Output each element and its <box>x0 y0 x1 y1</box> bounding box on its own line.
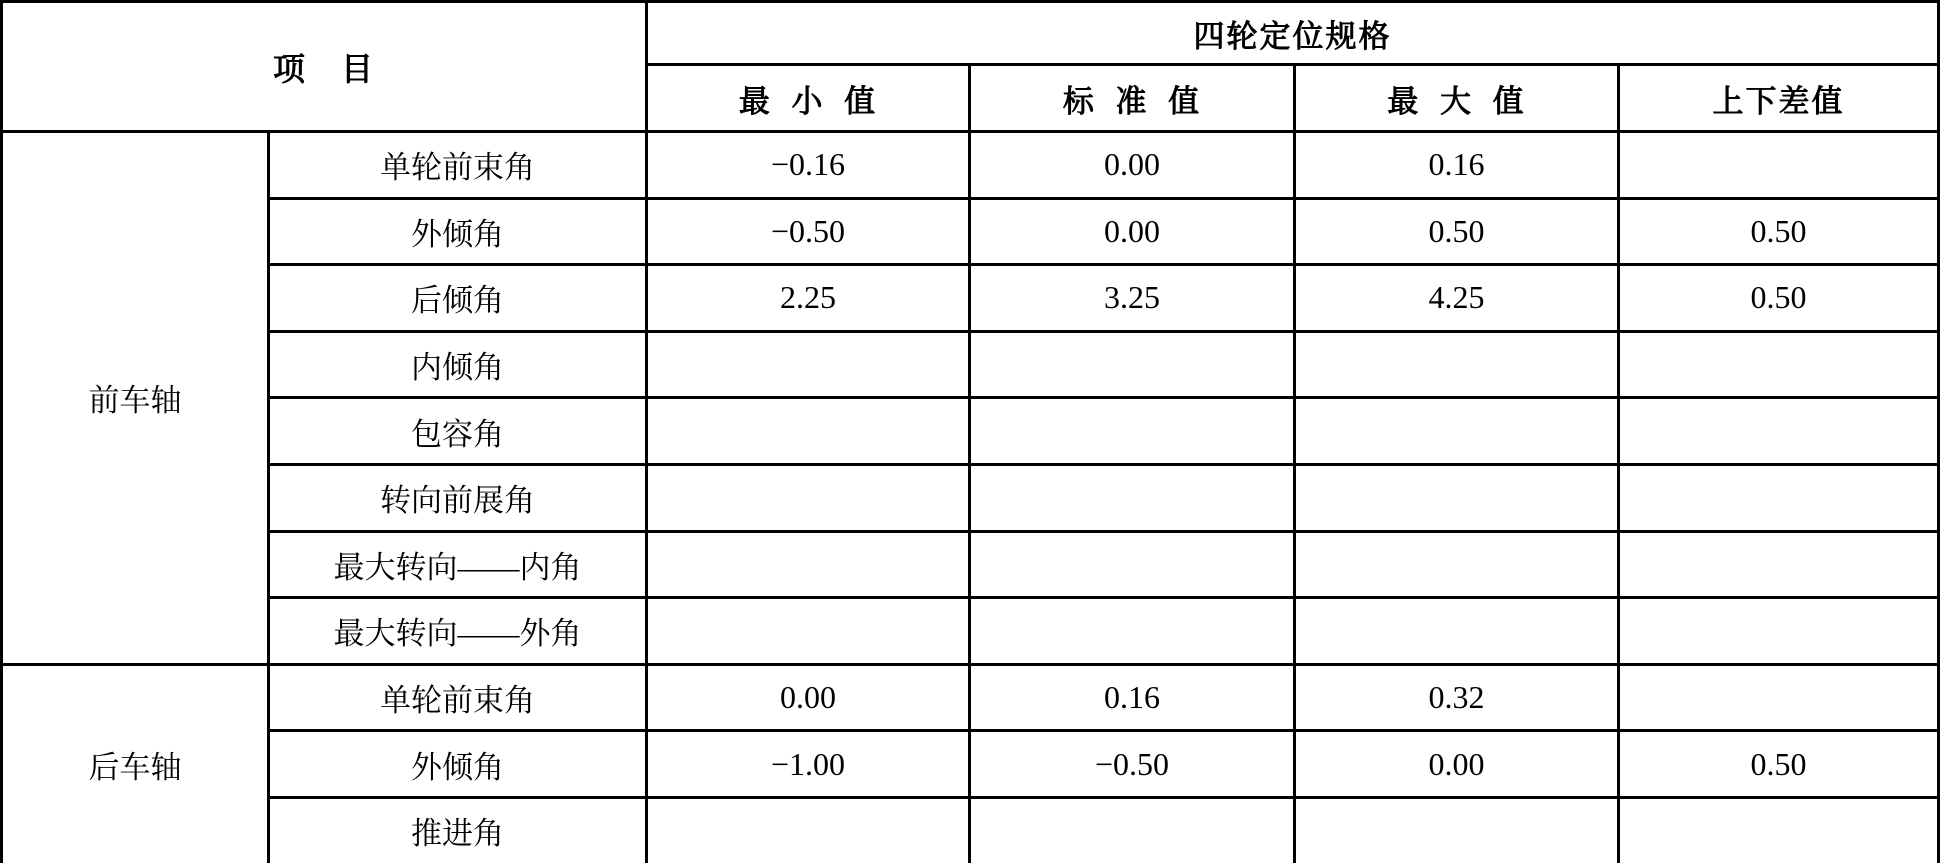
table-row <box>2 265 1939 332</box>
cell-diff <box>1619 132 1939 199</box>
cell-min <box>647 598 970 665</box>
cell-diff: 0.50 <box>1619 731 1939 798</box>
table-row <box>2 198 1939 265</box>
cell-min <box>647 797 970 863</box>
cell-max <box>1295 598 1619 665</box>
cell-min <box>647 531 970 598</box>
cell-std: −0.50 <box>970 731 1295 798</box>
cell-max: 0.16 <box>1295 132 1619 199</box>
cell-diff <box>1619 464 1939 531</box>
cell-diff <box>1619 598 1939 665</box>
header-row-top <box>2 2 1939 65</box>
cell-std <box>970 598 1295 665</box>
row-label: 最大转向——外角 <box>269 598 647 665</box>
row-label: 推进角 <box>269 797 647 863</box>
row-label: 单轮前束角 <box>269 132 647 199</box>
spec-group-header: 四轮定位规格 <box>647 2 1939 65</box>
table-row <box>2 398 1939 465</box>
table-row <box>2 797 1939 863</box>
cell-min: 0.00 <box>647 664 970 731</box>
cell-diff <box>1619 531 1939 598</box>
row-label: 单轮前束角 <box>269 664 647 731</box>
table-row <box>2 664 1939 731</box>
cell-diff <box>1619 398 1939 465</box>
cell-max: 4.25 <box>1295 265 1619 332</box>
cell-min <box>647 398 970 465</box>
cell-max: 0.32 <box>1295 664 1619 731</box>
cell-std <box>970 531 1295 598</box>
table-row <box>2 132 1939 199</box>
row-label: 后倾角 <box>269 265 647 332</box>
table-row <box>2 464 1939 531</box>
cell-max <box>1295 398 1619 465</box>
cell-min: 2.25 <box>647 265 970 332</box>
row-label: 包容角 <box>269 398 647 465</box>
row-label: 内倾角 <box>269 331 647 398</box>
cell-std: 0.00 <box>970 132 1295 199</box>
item-column-header: 项 目 <box>2 2 647 132</box>
cell-max <box>1295 464 1619 531</box>
axle-label-rear: 后车轴 <box>2 664 269 863</box>
cell-std: 0.00 <box>970 198 1295 265</box>
col-header-diff: 上下差值 <box>1619 65 1939 132</box>
cell-min: −0.50 <box>647 198 970 265</box>
cell-max: 0.00 <box>1295 731 1619 798</box>
cell-diff: 0.50 <box>1619 198 1939 265</box>
row-label: 最大转向——内角 <box>269 531 647 598</box>
cell-diff <box>1619 797 1939 863</box>
cell-max <box>1295 531 1619 598</box>
cell-min <box>647 464 970 531</box>
table-row <box>2 531 1939 598</box>
table-row <box>2 731 1939 798</box>
cell-std: 0.16 <box>970 664 1295 731</box>
axle-label-front: 前车轴 <box>2 132 269 665</box>
cell-std <box>970 797 1295 863</box>
cell-diff: 0.50 <box>1619 265 1939 332</box>
cell-max <box>1295 331 1619 398</box>
cell-std: 3.25 <box>970 265 1295 332</box>
col-header-min: 最 小 值 <box>647 65 970 132</box>
cell-std <box>970 331 1295 398</box>
col-header-max: 最 大 值 <box>1295 65 1619 132</box>
cell-min: −0.16 <box>647 132 970 199</box>
table-row <box>2 331 1939 398</box>
table-row <box>2 598 1939 665</box>
cell-diff <box>1619 664 1939 731</box>
cell-min <box>647 331 970 398</box>
cell-std <box>970 464 1295 531</box>
row-label: 外倾角 <box>269 198 647 265</box>
cell-std <box>970 398 1295 465</box>
cell-max: 0.50 <box>1295 198 1619 265</box>
row-label: 转向前展角 <box>269 464 647 531</box>
cell-diff <box>1619 331 1939 398</box>
cell-min: −1.00 <box>647 731 970 798</box>
row-label: 外倾角 <box>269 731 647 798</box>
cell-max <box>1295 797 1619 863</box>
col-header-std: 标 准 值 <box>970 65 1295 132</box>
